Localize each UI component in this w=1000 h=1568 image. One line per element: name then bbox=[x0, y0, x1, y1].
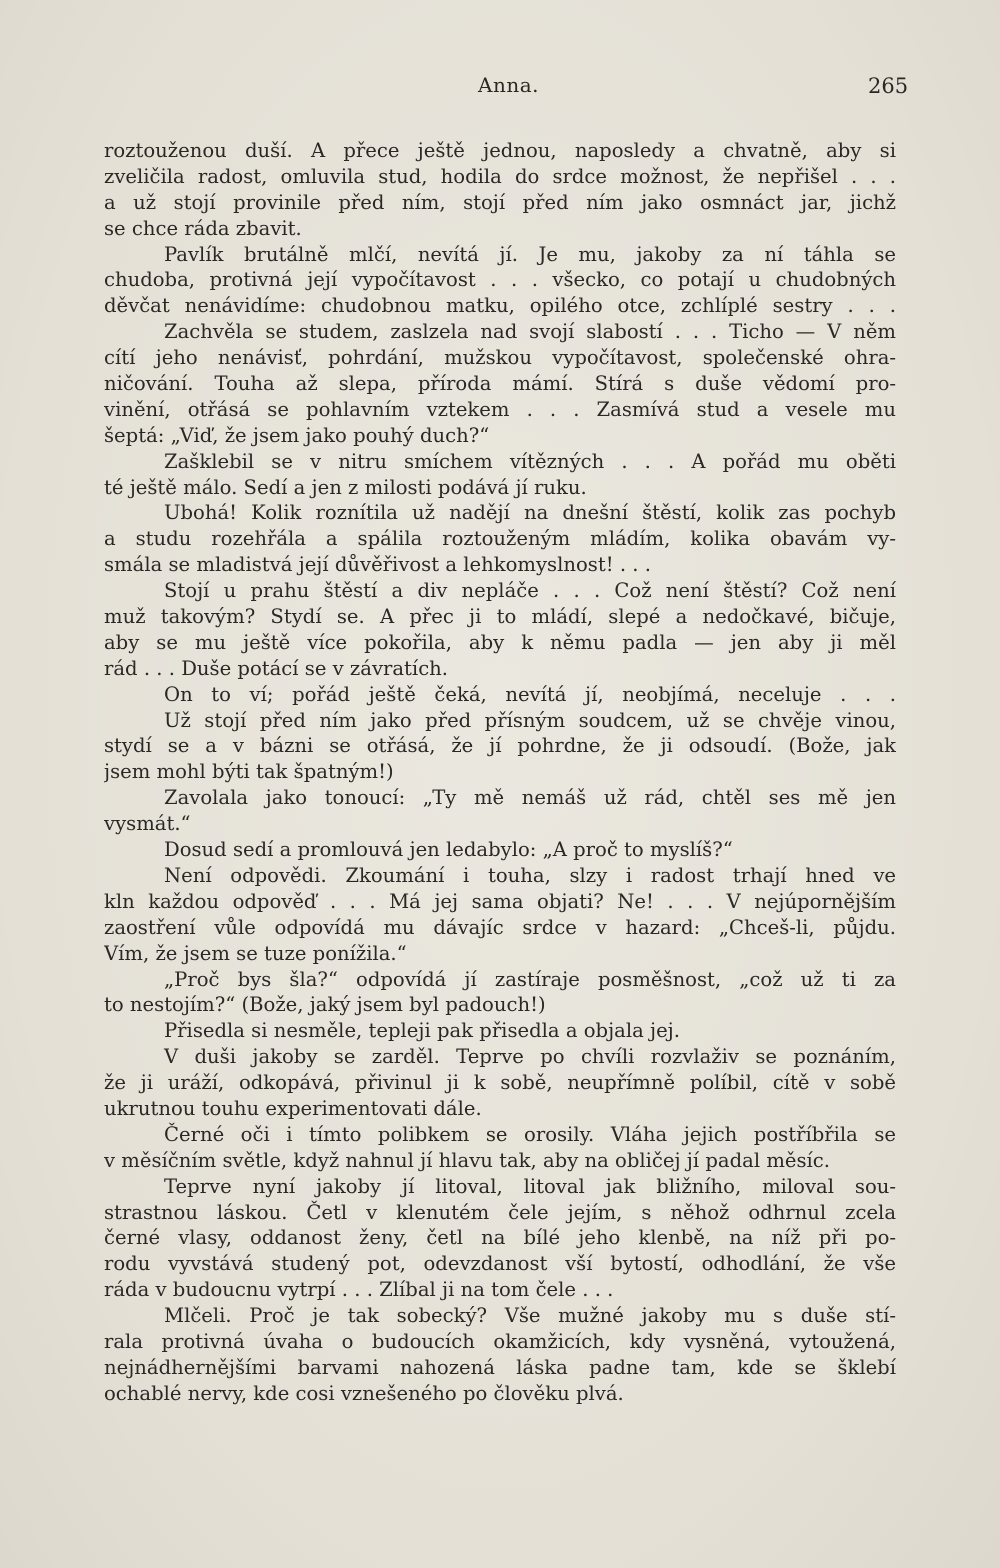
text-line: aby se mu ještě více pokořila, aby k němu padla — jen aby ji měl bbox=[104, 630, 896, 654]
text-line: Už stojí před ním jako před přísným soudcem, už se chvěje vinou, bbox=[164, 708, 896, 732]
text-line: „Proč bys šla?“ odpovídá jí zastíraje posměšnost, „což už ti za bbox=[164, 967, 896, 991]
text-line: Vím, že jsem se tuze ponížila.“ bbox=[104, 941, 407, 965]
text-line: Dosud sedí a promlouvá jen ledabylo: „A proč to myslíš?“ bbox=[164, 838, 733, 862]
text-line: ochablé nervy, kde cosi vznešeného po člověku plvá. bbox=[104, 1381, 624, 1405]
text-line: stydí se a v bázni se otřásá, že jí pohrdne, že ji odsoudí. (Bože, jak bbox=[104, 734, 896, 758]
text-line: roztouženou duší. A přece ještě jednou, naposledy a chvatně, aby si bbox=[104, 139, 896, 162]
text-line: vinění, otřásá se pohlavním vztekem . . . Zasmívá stud a vesele mu bbox=[104, 397, 896, 421]
text-line: zaostření vůle odpovídá mu dávajíc srdce v hazard: „Chceš-li, půjdu. bbox=[104, 915, 896, 939]
text-line: rala protivná úvaha o budoucích okamžicích, kdy vysněná, vytoužená, bbox=[104, 1329, 896, 1353]
text-line: smála se mladistvá její důvěřivost a lehkomyslnost! . . . bbox=[104, 553, 651, 577]
text-line: vysmát.“ bbox=[104, 812, 191, 836]
text-line: cítí jeho nenávisť, pohrdání, mužskou vypočítavost, společenské ohra- bbox=[104, 346, 896, 370]
text-line: Mlčeli. Proč je tak sobecký? Vše mužné jakoby mu s duše stí- bbox=[164, 1304, 896, 1328]
text-line: V duši jakoby se zarděl. Teprve po chvíli rozvlaživ se poznáním, bbox=[164, 1045, 896, 1069]
text-line: ukrutnou touhu experimentovati dále. bbox=[104, 1096, 482, 1120]
text-line: Přisedla si nesměle, tepleji pak přisedla a objala jej. bbox=[164, 1019, 680, 1043]
text-line: strastnou láskou. Četl v klenutém čele jejím, s něhož odhrnul zcela bbox=[104, 1200, 896, 1224]
text-line: to nestojím?“ (Bože, jaký jsem byl padouch!) bbox=[104, 993, 546, 1017]
text-line: šeptá: „Viď, že jsem jako pouhý duch?“ bbox=[104, 423, 490, 447]
text-line: Ubohá! Kolik roznítila už nadějí na dnešní štěstí, kolik zas pochyb bbox=[164, 501, 896, 525]
text-line: se chce ráda zbavit. bbox=[104, 216, 302, 240]
text-line: Černé oči i tímto polibkem se orosily. Vláha jejich postříbřila se bbox=[164, 1122, 896, 1146]
text-line: ráda v budoucnu vytrpí . . . Zlíbal ji na tom čele . . . bbox=[104, 1278, 614, 1302]
text-line: a studu rozehřála a spálila roztouženým mládím, kolika obavám vy- bbox=[104, 527, 896, 551]
text-line: jsem mohl býti tak špatným!) bbox=[104, 760, 394, 784]
text-line: nejnádhernějšími barvami nahozená láska padne tam, kde se šklebí bbox=[104, 1355, 896, 1379]
text-line: muž takovým? Stydí se. A přec ji to mládí, slepé a nedočkavé, bičuje, bbox=[104, 605, 896, 629]
text-line: černé vlasy, oddanost ženy, četl na bílé jeho klenbě, na níž při po- bbox=[104, 1226, 896, 1250]
text-line: kln každou odpověď . . . Má jej sama objati? Ne! . . . V nejúpornějším bbox=[104, 889, 896, 913]
text-line: Stojí u prahu štěstí a div nepláče . . . Což není štěstí? Což není bbox=[164, 579, 896, 603]
running-head: Anna. bbox=[478, 73, 539, 97]
text-line: Zašklebil se v nitru smíchem vítězných . . . A pořád mu oběti bbox=[164, 449, 896, 473]
text-line: té ještě málo. Sedí a jen z milosti podává jí ruku. bbox=[104, 475, 587, 499]
text-line: zveličila radost, omluvila stud, hodila do srdce možnost, že nepřišel . . . bbox=[104, 164, 896, 188]
text-line: rodu vyvstává studený pot, odevzdanost vší bytostí, odhodlání, že vše bbox=[104, 1252, 896, 1276]
text-line: Není odpovědi. Zkoumání i touha, slzy i radost trhají hned ve bbox=[164, 863, 896, 887]
text-line: ničování. Touha až slepa, příroda mámí. Stírá s duše vědomí pro- bbox=[104, 372, 896, 396]
text-line: rád . . . Duše potácí se v závratích. bbox=[104, 656, 449, 680]
text-line: On to ví; pořád ještě čeká, nevítá jí, neobjímá, neceluje . . . bbox=[164, 682, 896, 706]
text-line: že ji uráží, odkopává, přivinul ji k sobě, neupřímně políbil, cítě v sobě bbox=[104, 1071, 896, 1095]
text-line: v měsíčním světle, když nahnul jí hlavu tak, aby na obličej jí padal měsíc. bbox=[104, 1148, 831, 1172]
text-line: Teprve nyní jakoby jí litoval, litoval jak bližního, miloval sou- bbox=[164, 1174, 896, 1198]
text-line: Zachvěla se studem, zaslzela nad svojí slabostí . . . Ticho — V něm bbox=[164, 320, 896, 344]
text-line: Zavolala jako tonoucí: „Ty mě nemáš už rád, chtěl ses mě jen bbox=[164, 786, 896, 810]
page-number: 265 bbox=[868, 74, 909, 98]
text-line: děvčat nenávidíme: chudobnou matku, opilého otce, zchlíplé sestry . . . bbox=[104, 294, 896, 318]
body-text bbox=[104, 138, 896, 1407]
text-line: Pavlík brutálně mlčí, nevítá jí. Je mu, jakoby za ní táhla se bbox=[164, 242, 896, 266]
text-line: chudoba, protivná její vypočítavost . . . všecko, co potají u chudobných bbox=[104, 268, 896, 292]
text-line: a už stojí provinile před ním, stojí před ním jako osmnáct jar, jichž bbox=[104, 190, 896, 214]
